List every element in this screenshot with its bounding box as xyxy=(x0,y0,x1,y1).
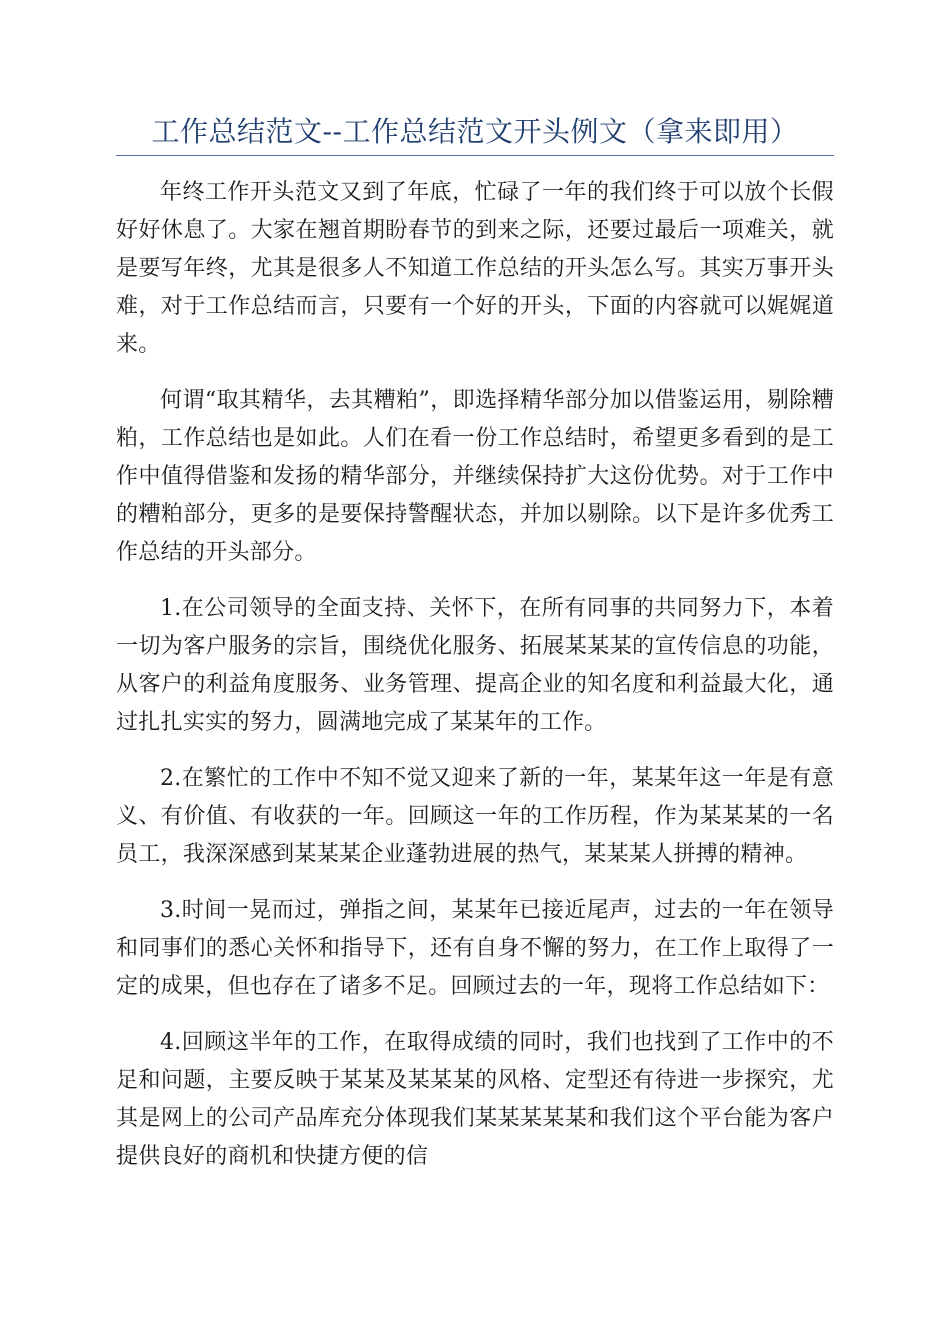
paragraph-example-1: 1.在公司领导的全面支持、关怀下，在所有同事的共同努力下，本着一切为客户服务的宗旨，围绕优化服务、拓展某某某的宣传信息的功能，从客户的利益角度服务、业务管理、提高企业的知名度和利益最大化，通过扎扎实实的努力，圆满地完成了某某年的工作。 xyxy=(116,596,834,735)
document-body xyxy=(116,174,834,1194)
document-title: 工作总结范文--工作总结范文开头例文（拿来即用） xyxy=(151,115,799,148)
paragraph-example-3: 3.时间一晃而过，弹指之间，某某年已接近尾声，过去的一年在领导和同事们的悉心关怀和指导下，还有自身不懈的努力，在工作上取得了一定的成果，但也存在了诸多不足。回顾过去的一年，现将工作总结如下： xyxy=(116,898,834,999)
title-underline xyxy=(116,155,834,156)
paragraph-intro: 年终工作开头范文又到了年底，忙碌了一年的我们终于可以放个长假好好休息了。大家在翘首期盼春节的到来之际，还要过最后一项难关，就是要写年终，尤其是很多人不知道工作总结的开头怎么写。其实万事开头难，对于工作总结而言，只要有一个好的开头，下面的内容就可以娓娓道来。 xyxy=(116,180,834,357)
paragraph-essence: 何谓“取其精华，去其糟粕”，即选择精华部分加以借鉴运用，剔除糟粕，工作总结也是如此。人们在看一份工作总结时，希望更多看到的是工作中值得借鉴和发扬的精华部分，并继续保持扩大这份优势。对于工作中的糟粕部分，更多的是要保持警醒状态，并加以剔除。以下是许多优秀工作总结的开头部分。 xyxy=(116,388,834,565)
paragraph-example-4: 4.回顾这半年的工作，在取得成绩的同时，我们也找到了工作中的不足和问题，主要反映于某某及某某某的风格、定型还有待进一步探究，尤其是网上的公司产品库充分体现我们某某某某某和我们这个平台能为客户提供良好的商机和快捷方便的信 xyxy=(116,1030,834,1169)
paragraph-example-2: 2.在繁忙的工作中不知不觉又迎来了新的一年，某某年这一年是有意义、有价值、有收获的一年。回顾这一年的工作历程，作为某某某的一名员工，我深深感到某某某企业蓬勃进展的热气，某某某人拼搏的精神。 xyxy=(116,766,834,867)
